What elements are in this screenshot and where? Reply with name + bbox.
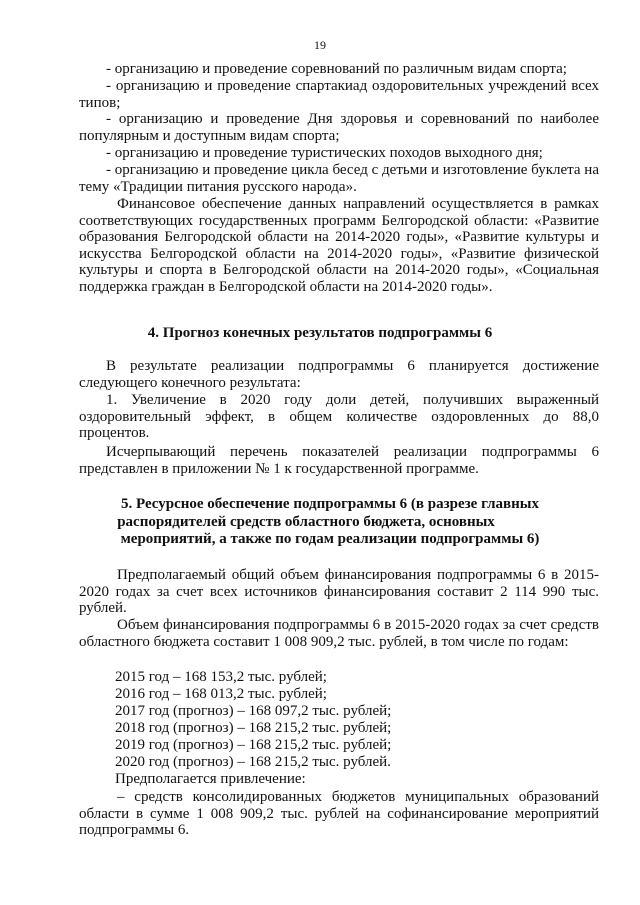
- year-financing-line: 2018 год (прогноз) – 168 215,2 тыс. рублей;: [115, 720, 392, 736]
- year-financing-line: 2016 год – 168 013,2 тыс. рублей;: [115, 686, 327, 702]
- section-5-total-financing: Предполагаемый общий объем финансирования подпрограммы 6 в 2015-2020 годах за счет всех источников финансирования составит 2 114 990 тыс. рублей.: [79, 567, 599, 617]
- year-financing-line: 2017 год (прогноз) – 168 097,2 тыс. рублей;: [115, 703, 392, 719]
- section-4-heading: 4. Прогноз конечных результатов подпрограммы 6: [147, 325, 493, 341]
- list-item: - организацию и проведение спартакиад оздоровительных учреждений всех типов;: [79, 78, 599, 111]
- list-item: - организацию и проведение Дня здоровья и соревнований по наиболее популярным и доступным видам спорта;: [79, 111, 599, 144]
- attraction-text: – средств консолидированных бюджетов муниципальных образований области в сумме 1 008 909,2 тыс. рублей на софинансирование мероприятий подпрограммы 6.: [79, 789, 599, 839]
- attraction-label: Предполагается привлечение:: [115, 771, 306, 787]
- section-5-heading: [0, 496, 640, 549]
- list-item: - организацию и проведение цикла бесед с детьми и изготовление буклета на тему «Традиции питания русского народа».: [79, 162, 599, 195]
- list-item: - организацию и проведение соревнований по различным видам спорта;: [106, 61, 567, 77]
- financing-paragraph: Финансовое обеспечение данных направлений осуществляется в рамках соответствующих государственных программ Белгородской области: «Развитие образования Белгородской области на 2014-2020 годы», «Развитие культуры и искусства Белгородской области на 2014-2020 годы», «Развитие физической культуры и спорта в Белгородской области на 2014-2020 годы», «Социальная поддержка граждан в Белгородской области на 2014-2020 годы».: [79, 196, 599, 295]
- year-financing-line: 2015 год – 168 153,2 тыс. рублей;: [115, 669, 327, 685]
- section-4-closing: Исчерпывающий перечень показателей реализации подпрограммы 6 представлен в приложении № 1 к государственной программе.: [79, 444, 599, 477]
- section-4-intro: В результате реализации подпрограммы 6 планируется достижение следующего конечного результата:: [79, 358, 599, 391]
- section-5-heading-line: мероприятий, а также по годам реализации подпрограммы 6): [120, 531, 540, 547]
- list-item: - организацию и проведение туристических походов выходного дня;: [106, 145, 543, 161]
- page-number: 19: [314, 38, 326, 52]
- section-5-regional-financing: Объем финансирования подпрограммы 6 в 2015-2020 годах за счет средств областного бюджета составит 1 008 909,2 тыс. рублей, в том числе по годам:: [79, 617, 599, 650]
- year-financing-line: 2019 год (прогноз) – 168 215,2 тыс. рублей;: [115, 737, 392, 753]
- section-5-heading-line: распорядителей средств областного бюджета, основных: [117, 513, 495, 530]
- year-financing-line: 2020 год (прогноз) – 168 215,2 тыс. рублей.: [115, 754, 391, 770]
- section-4-result-item: 1. Увеличение в 2020 году доли детей, получивших выраженный оздоровительный эффект, в общем количестве оздоровленных до 88,0 процентов.: [79, 392, 599, 442]
- section-5-heading-line: 5. Ресурсное обеспечение подпрограммы 6 (в разрезе главных: [120, 496, 539, 512]
